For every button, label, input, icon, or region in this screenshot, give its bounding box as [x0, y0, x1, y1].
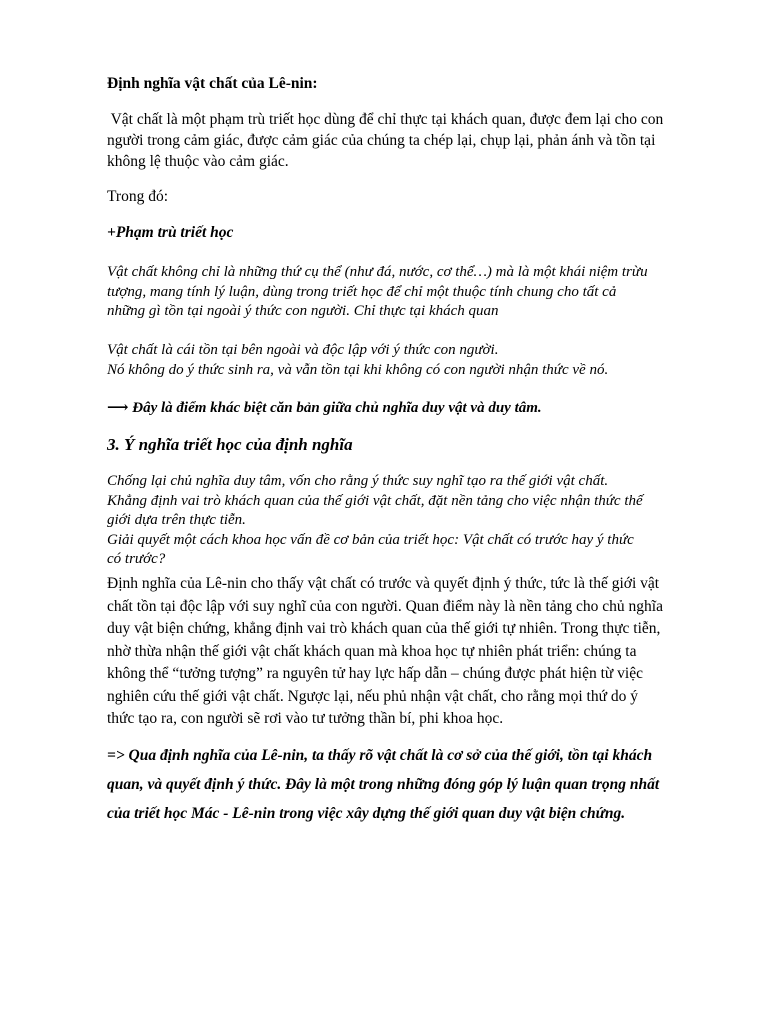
body-line: nghiên cứu thế giới vật chất. Ngược lại, nếu phủ nhận vật chất, cho rằng mọi thứ do ý [107, 687, 639, 705]
explanation-block-1 [107, 263, 697, 322]
body-line: chất tồn tại độc lập với suy nghĩ của con người. Quan điểm này là nền tảng cho chủ nghĩa [107, 597, 663, 615]
significance-list [107, 472, 697, 570]
significance-line: có trước? [107, 551, 166, 567]
conclusion-line: quan, và quyết định ý thức. Đây là một trong những đóng góp lý luận quan trọng nhất [107, 776, 660, 793]
conclusion-paragraph [107, 741, 697, 828]
explanation-line: tượng, mang tính lý luận, dùng trong triết học để chỉ một thuộc tính chung cho tất cả [107, 283, 617, 300]
explanation-line: Vật chất là cái tồn tại bên ngoài và độc lập với ý thức con người. [107, 342, 499, 358]
body-line: không thể “tưởng tượng” ra nguyên tử hay lực hấp dẫn – chúng được phát hiện từ việc [107, 665, 643, 682]
pham-tru-heading: +Phạm trù triết học [107, 224, 234, 241]
explanation-line: những gì tồn tại ngoài ý thức con người. Chỉ thực tại khách quan [107, 303, 499, 319]
definition-line: Vật chất là một phạm trù triết học dùng để chỉ thực tại khách quan, được đem lại cho con [107, 111, 664, 128]
section-3-heading: 3. Ý nghĩa triết học của định nghĩa [107, 435, 353, 454]
body-paragraph [107, 573, 697, 731]
definition-paragraph [107, 109, 697, 172]
significance-line: Chống lại chủ nghĩa duy tâm, vốn cho rằng ý thức suy nghĩ tạo ra thế giới vật chất. [107, 473, 609, 489]
definition-line: không lệ thuộc vào cảm giác. [107, 153, 289, 170]
explanation-block-2 [107, 341, 697, 380]
significance-line: Khẳng định vai trò khách quan của thế giới vật chất, đặt nền tảng cho việc nhận thức thế [107, 492, 643, 509]
significance-line: Giải quyết một cách khoa học vấn đề cơ bản của triết học: Vật chất có trước hay ý thức [107, 531, 634, 548]
body-line: thức tạo ra, con người sẽ rơi vào tư tưởng thần bí, phi khoa học. [107, 710, 504, 727]
conclusion-line: => Qua định nghĩa của Lê-nin, ta thấy rõ vật chất là cơ sở của thế giới, tồn tại khách [107, 747, 653, 764]
definition-heading: Định nghĩa vật chất của Lê-nin: [107, 75, 318, 92]
definition-line: người trong cảm giác, được cảm giác của chúng ta chép lại, chụp lại, phản ánh và tồn tại [107, 132, 656, 149]
difference-statement: ⟶ Đây là điểm khác biệt căn bản giữa chủ nghĩa duy vật và duy tâm. [107, 400, 542, 416]
significance-line: giới dựa trên thực tiễn. [107, 512, 246, 528]
explanation-line: Vật chất không chỉ là những thứ cụ thể (như đá, nước, cơ thể…) mà là một khái niệm trừu [107, 264, 648, 280]
body-line: Định nghĩa của Lê-nin cho thấy vật chất có trước và quyết định ý thức, tức là thế giới vật [107, 575, 660, 592]
body-line: duy vật biện chứng, khẳng định vai trò khách quan của thế giới tự nhiên. Trong thực tiễn, [107, 620, 661, 637]
trong-do-label: Trong đó: [107, 188, 169, 205]
conclusion-line: của triết học Mác - Lê-nin trong việc xây dựng thế giới quan duy vật biện chứng. [107, 805, 626, 822]
body-line: nhờ thừa nhận thế giới vật chất khách quan mà khoa học tự nhiên phát triển: chúng ta [107, 642, 637, 660]
explanation-line: Nó không do ý thức sinh ra, và vẫn tồn tại khi không có con người nhận thức về nó. [107, 361, 609, 378]
